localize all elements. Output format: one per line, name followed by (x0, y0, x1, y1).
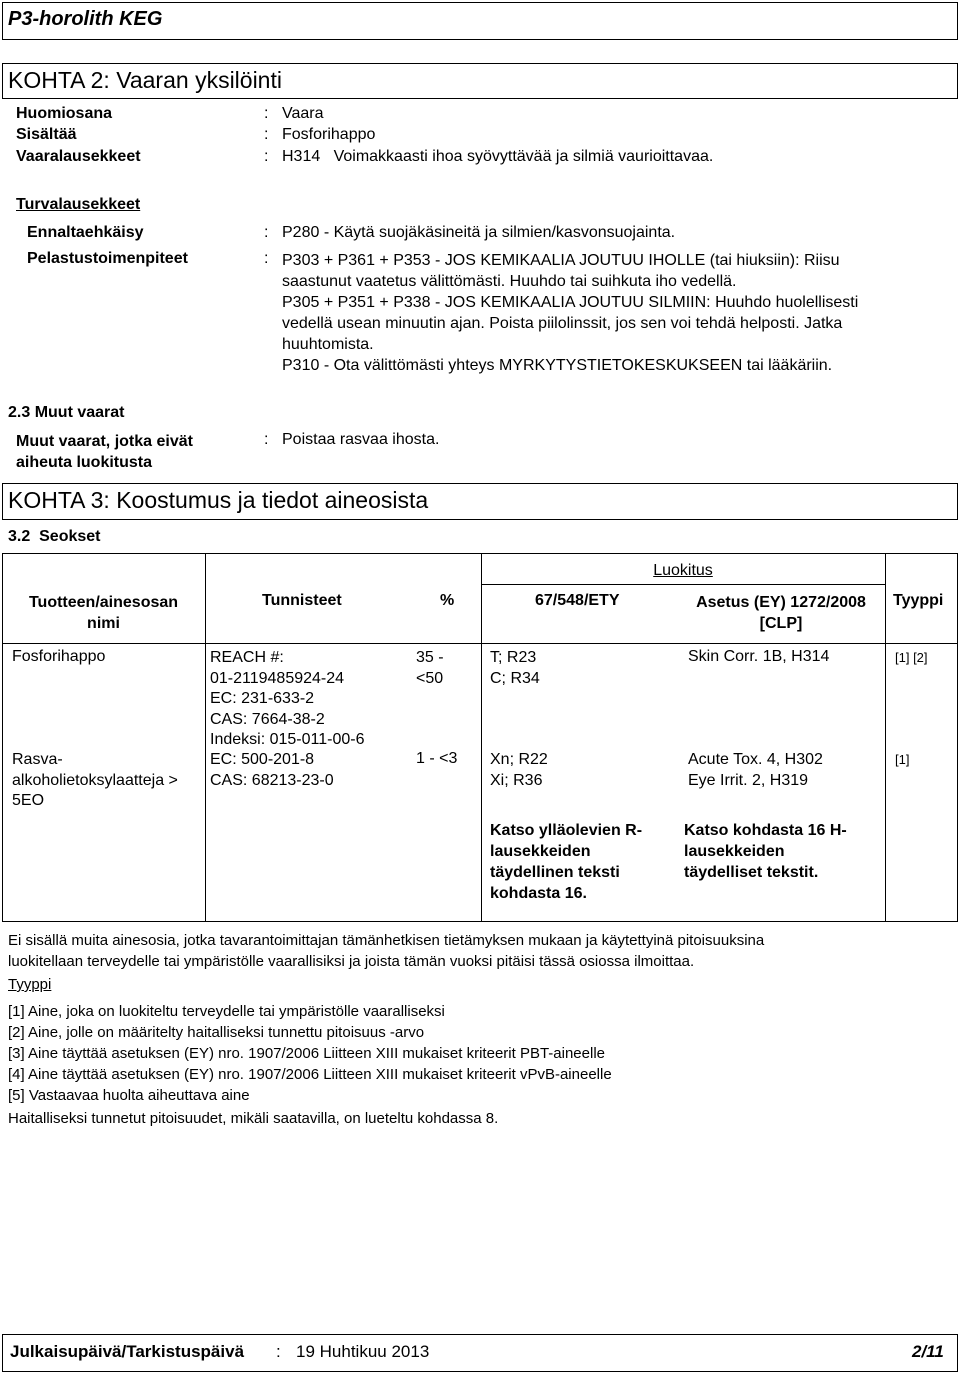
type-cell: [1] (895, 752, 910, 767)
percent-cell: 1 - <3 (416, 750, 458, 767)
eu67-line: Xn; R22 (490, 751, 548, 768)
response-line: saastunut vaatetus välittömästi. Huuhdo tai suihkuta iho vedellä. (282, 273, 737, 290)
section3-title: KOHTA 3: Koostumus ja tiedot aineosista (8, 487, 429, 513)
colon: : (264, 126, 269, 143)
contains-label: Sisältää (16, 126, 77, 143)
type-cell: [1] [2] (895, 650, 928, 665)
colon: : (264, 148, 269, 165)
substance-name-line: 5EO (12, 792, 45, 809)
identifiers-cell (210, 648, 364, 751)
clp-cell: Skin Corr. 1B, H314 (688, 648, 830, 665)
clp-note-line: lausekkeiden (684, 843, 785, 860)
eu67-line: C; R34 (490, 669, 540, 687)
col-divider (481, 553, 482, 922)
section2-title: KOHTA 2: Vaaran yksilöinti (8, 67, 282, 93)
colon: : (276, 1342, 281, 1361)
response-text (282, 250, 858, 376)
hazard-statements-label: Vaaralausekkeet (16, 148, 141, 165)
paragraph-line: Ei sisällä muita ainesosia, jotka tavarantoimittajan tämänhetkisen tietämyksen mukaan ja käytettyinä pitoisuuksina (8, 932, 765, 949)
clp-cell (688, 750, 823, 791)
identifier-line: REACH #: (210, 649, 284, 666)
contains-value: Fosforihappo (282, 126, 376, 143)
signal-word-label: Huomiosana (16, 105, 113, 122)
clp-line: Acute Tox. 4, H302 (688, 751, 823, 768)
type-legend-item: [1] Aine, joka on luokiteltu terveydelle tai ympäristölle vaaralliseksi (8, 1003, 445, 1020)
type-legend-heading: Tyyppi (8, 976, 52, 993)
clp-column-header (676, 592, 886, 634)
clp-header-line: [CLP] (759, 615, 803, 632)
eu67-cell (490, 750, 548, 791)
eu67-note-line: kohdasta 16. (490, 885, 587, 902)
eu67-note-line: Katso ylläolevien R- (490, 822, 643, 839)
no-other-ingredients-text (8, 930, 764, 972)
other-hazards-label-line: aiheuta luokitusta (16, 454, 153, 471)
type-column-header: Tyyppi (893, 592, 944, 609)
prevention-value: P280 - Käytä suojäkäsineitä ja silmien/kasvonsuojainta. (282, 224, 676, 241)
response-line: P305 + P351 + P338 - JOS KEMIKAALIA JOUTUU SILMIIN: Huuhdo huolellisesti (282, 294, 859, 311)
identifier-line: CAS: 68213-23-0 (210, 771, 334, 789)
identifier-line: EC: 500-201-8 (210, 751, 315, 768)
name-header-line: Tuotteen/ainesosan (28, 594, 179, 611)
clp-note (684, 820, 847, 883)
identifier-line: Indeksi: 015-011-00-6 (210, 731, 365, 748)
other-hazards-label-line: Muut vaarat, jotka eivät (16, 433, 193, 450)
signal-word-value: Vaara (282, 105, 324, 122)
footer-label: Julkaisupäivä/Tarkistuspäivä (10, 1342, 245, 1361)
prevention-label: Ennaltaehkäisy (27, 224, 144, 241)
colon: : (264, 431, 269, 448)
eu67-note-line: täydellinen teksti (490, 864, 620, 881)
identifier-line: 01-2119485924-24 (210, 669, 345, 687)
safety-statements-heading: Turvalausekkeet (16, 196, 141, 213)
response-line: P310 - Ota välittömästi yhteys MYRKYTYSTIETOKESKUKSEEN tai lääkäriin. (282, 357, 833, 374)
eu67-note-line: lausekkeiden (490, 843, 591, 860)
page-number: 2/11 (912, 1342, 944, 1361)
type-legend-item: [2] Aine, jolle on määritelty haitalliseksi tunnettu pitoisuus -arvo (8, 1024, 425, 1041)
clp-line: Eye Irrit. 2, H319 (688, 771, 809, 789)
type-legend-item: [4] Aine täyttää asetuksen (EY) nro. 1907/2006 Liitteen XIII mukaiset kriteerit vPvB-aineelle (8, 1066, 612, 1083)
colon: : (264, 224, 269, 241)
eu67-column-header: 67/548/ETY (535, 592, 620, 609)
response-line: huuhtomista. (282, 336, 374, 353)
substance-name (12, 750, 178, 812)
footer-date: 19 Huhtikuu 2013 (296, 1342, 430, 1361)
mixtures-heading: 3.2 Seokset (8, 528, 101, 545)
classification-group-header: Luokitus (653, 562, 713, 579)
response-line: P303 + P361 + P353 - JOS KEMIKAALIA JOUTUU IHOLLE (tai hiuksiin): Riisu (282, 252, 840, 269)
identifier-line: CAS: 7664-38-2 (210, 710, 325, 728)
substance-name-line: alkoholietoksylaatteja > (12, 771, 178, 789)
type-legend (8, 1001, 612, 1106)
col-divider (205, 553, 206, 922)
percent-cell (416, 648, 444, 689)
name-column-header (2, 592, 205, 634)
identifier-line: EC: 231-633-2 (210, 690, 315, 707)
hazard-statements-value: H314 Voimakkaasti ihoa syövyttävää ja silmiä vaurioittavaa. (282, 148, 714, 165)
percent-line: <50 (416, 669, 444, 687)
clp-note-line: täydelliset tekstit. (684, 864, 819, 881)
header-divider (2, 643, 958, 644)
type-legend-item: [5] Vastaavaa huolta aiheuttava aine (8, 1087, 250, 1104)
eu67-note (490, 820, 642, 904)
identifiers-cell (210, 750, 334, 791)
clp-note-line: Katso kohdasta 16 H- (684, 822, 847, 839)
exposure-limits-note: Haitalliseksi tunnetut pitoisuudet, mikäli saatavilla, on lueteltu kohdassa 8. (8, 1110, 499, 1127)
identifiers-column-header: Tunnisteet (262, 592, 342, 609)
paragraph-line: luokitellaan terveydelle tai ympäristölle vaarallisiksi ja joista tämän vuoksi pitäisi tässä osiossa ilmoittaa. (8, 953, 695, 970)
colon: : (264, 105, 269, 122)
type-legend-item: [3] Aine täyttää asetuksen (EY) nro. 1907/2006 Liitteen XIII mukaiset kriteerit PBT-aineelle (8, 1045, 605, 1062)
response-line: vedellä usean minuutin ajan. Poista piilolinssit, jos sen voi tehdä helposti. Jatka (282, 315, 843, 332)
substance-name-line: Rasva- (12, 751, 63, 768)
eu67-line: T; R23 (490, 649, 537, 666)
eu67-line: Xi; R36 (490, 771, 543, 789)
clp-header-line: Asetus (EY) 1272/2008 (696, 594, 866, 611)
other-hazards-value: Poistaa rasvaa ihosta. (282, 431, 440, 448)
name-header-line: nimi (87, 615, 120, 632)
group-divider (481, 584, 885, 585)
document-title: P3-horolith KEG (8, 8, 163, 30)
other-hazards-heading: 2.3 Muut vaarat (8, 404, 125, 421)
substance-name: Fosforihappo (12, 648, 106, 665)
eu67-cell (490, 648, 540, 689)
percent-column-header: % (440, 592, 455, 609)
colon: : (264, 250, 269, 267)
percent-line: 35 - (416, 649, 444, 666)
response-label: Pelastustoimenpiteet (27, 250, 188, 267)
other-hazards-label (16, 431, 193, 473)
